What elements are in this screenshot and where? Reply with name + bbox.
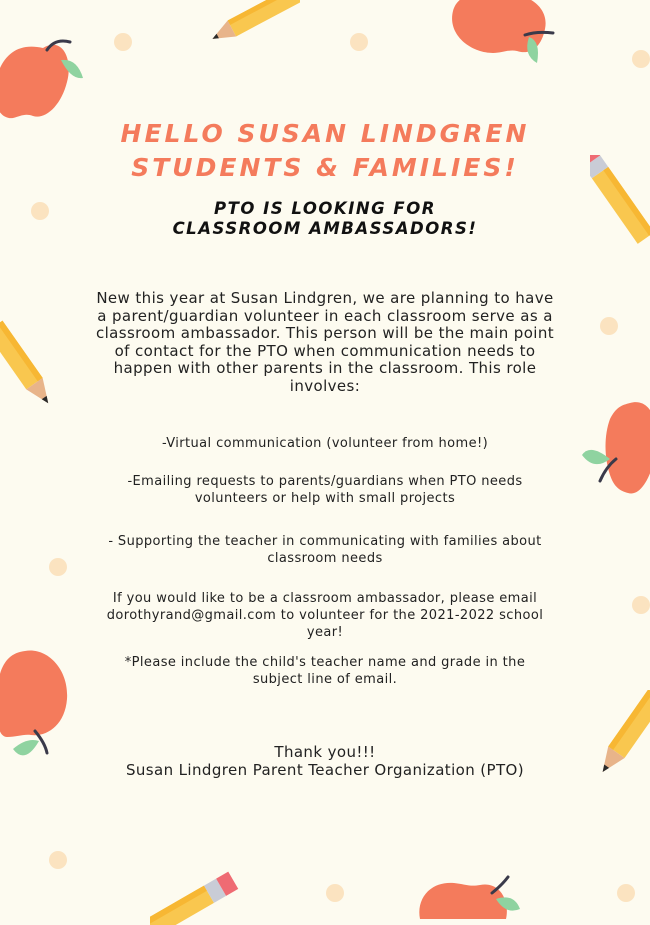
subheading [0,199,650,239]
decor-dot [600,317,618,335]
decor-dot [350,33,368,51]
intro-paragraph: New this year at Susan Lindgren, we are planning to have a parent/guardian volunteer in each classroom serve as a classroom ambassador. This person will be the main point of contact for the PTO when communication needs to happen with other parents in the classroom. This role involves: [95,289,555,395]
subheading-line-2: CLASSROOM AMBASSADORS! [172,219,478,238]
decor-dot [49,558,67,576]
decor-dot [49,851,67,869]
pencil-icon [590,690,650,790]
decor-dot [617,884,635,902]
role-item: -Emailing requests to parents/guardians when PTO needs volunteers or help with small projects [127,474,523,506]
apple-icon [0,20,95,125]
headline [0,117,650,185]
pencil-icon [0,318,65,428]
pencil-icon [200,0,300,50]
apple-icon [410,875,530,919]
sign-off [95,744,555,779]
role-item: - Supporting the teacher in communicating with families about classroom needs [108,534,542,566]
decor-dot [326,884,344,902]
email-note: *Please include the child's teacher name and grade in the subject line of email. [124,655,526,687]
thanks-line: Thank you!!! [274,743,376,761]
decor-dot [114,33,132,51]
apple-icon [580,395,650,505]
pencil-icon [150,870,240,925]
call-to-action: If you would like to be a classroom ambassador, please email dorothyrand@gmail.com to volunteer for the 2021-2022 school year! [106,591,544,640]
apple-icon [0,645,75,770]
organization-name: Susan Lindgren Parent Teacher Organization (PTO) [125,760,525,779]
decor-dot [632,596,650,614]
apple-icon [445,0,560,80]
headline-line-1: HELLO SUSAN LINDGREN [120,119,530,148]
subheading-line-1: PTO IS LOOKING FOR [214,199,436,218]
decor-dot [632,50,650,68]
role-item: -Virtual communication (volunteer from home!) [161,436,489,451]
headline-line-2: STUDENTS & FAMILIES! [131,153,519,182]
